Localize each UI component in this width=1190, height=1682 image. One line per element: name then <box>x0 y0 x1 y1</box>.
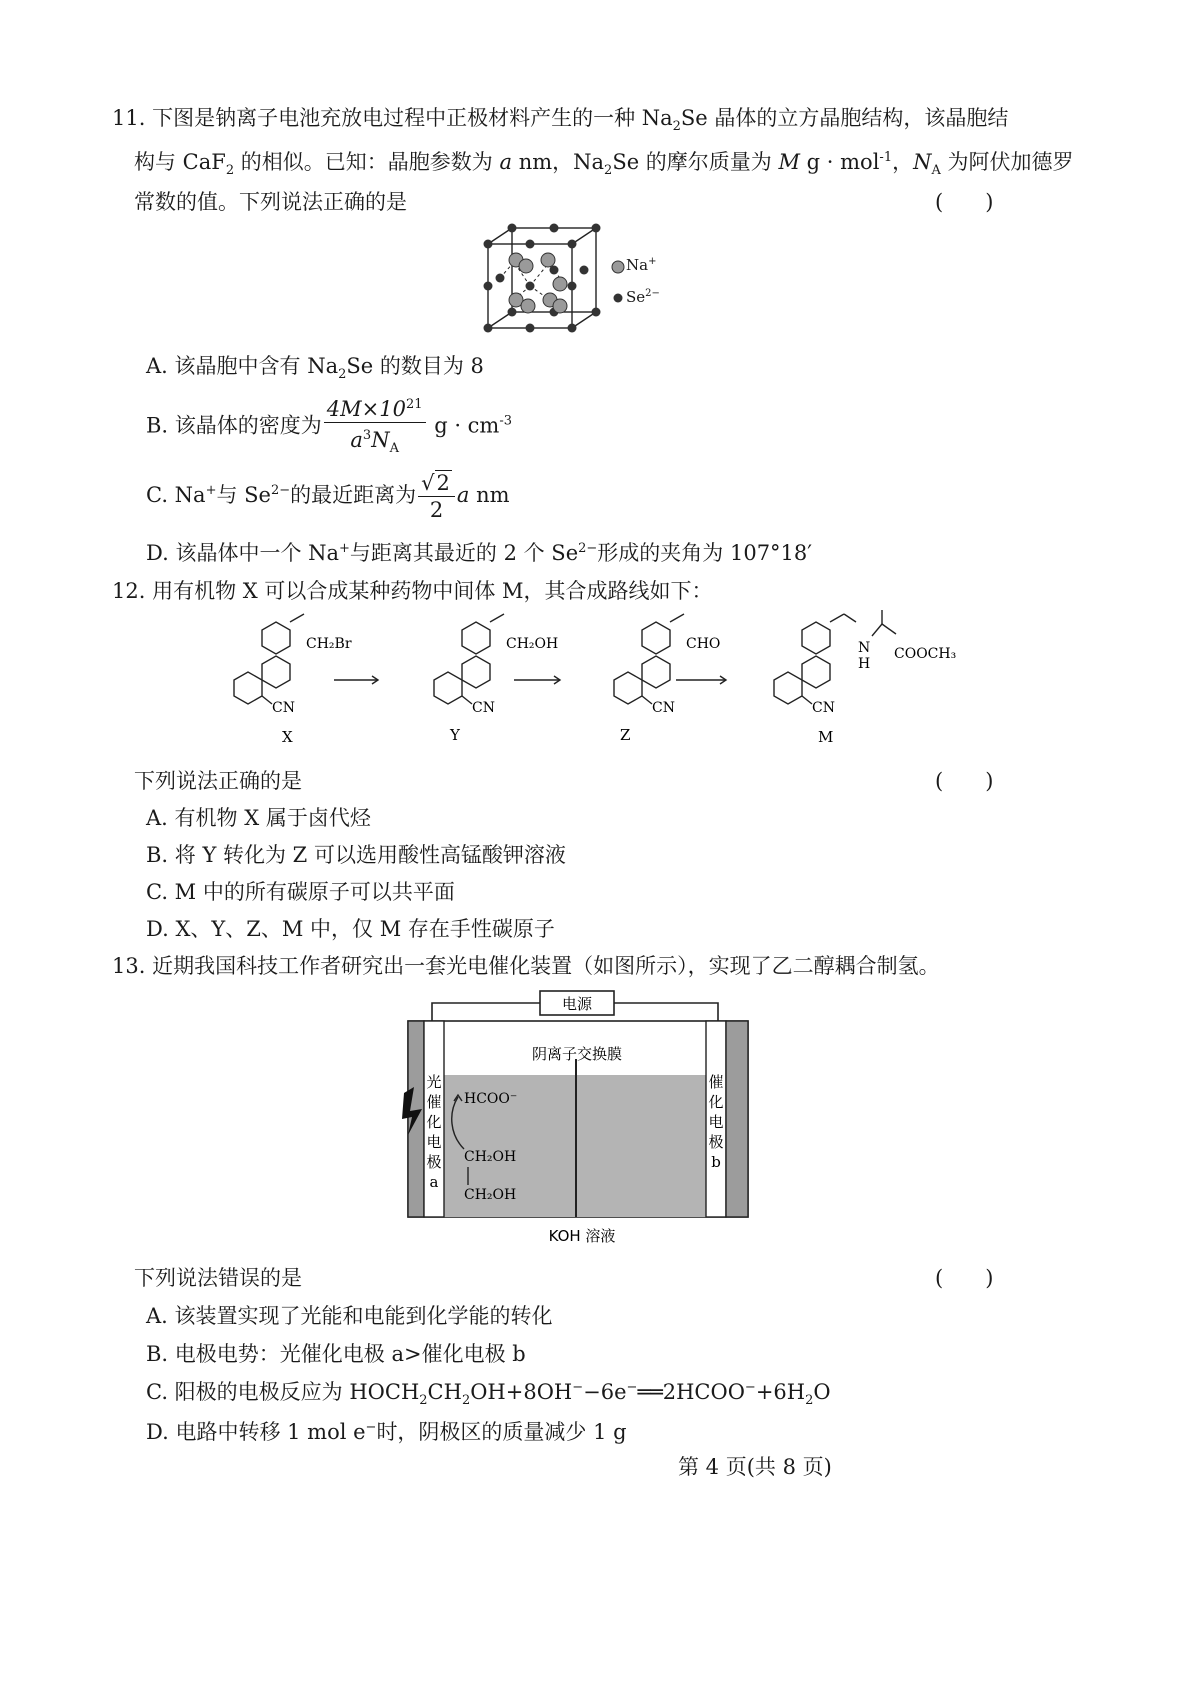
q11-option-c: C. Na+与 $Se^{2-}$的最近距离为 $\frac{√2}{2}$ a nm <box>146 471 510 522</box>
label-z: Z <box>620 726 631 744</box>
q13-option-c: C. 阳极的电极反应为 $HOCH_2CH_2OH+8OH^--6e^-══2HCOO^-+6H_2O$ <box>146 1380 831 1409</box>
synthesis-route-diagram <box>200 610 980 760</box>
q12-answer-paren: ( ) <box>935 769 994 793</box>
q12-option-b: B. 将 Y 转化为 Z 可以选用酸性高锰酸钾溶液 <box>146 843 566 867</box>
y-substituent: CH₂OH <box>506 636 559 652</box>
q11-stem-line1: 11. 下图是钠离子电池充放电过程中正极材料产生的一种 $Na_2Se$ 晶体的立方晶胞结构，该晶胞结 <box>112 106 1009 135</box>
q12-prompt: 下列说法正确的是 <box>134 769 302 793</box>
hcoo-label: HCOO⁻ <box>464 1091 518 1107</box>
photoelectrocatalysis-device-diagram <box>400 985 760 1247</box>
x-cn: CN <box>272 700 295 716</box>
ch2oh-bottom-label: CH₂OH <box>464 1187 517 1203</box>
q11-option-b: B. 该晶体的密度为 $\frac{4M\times 10^{21}}{a^3N_A}$ $g \cdot cm^{-3}$ <box>146 392 512 462</box>
membrane-label: 阴离子交换膜 <box>531 1045 623 1063</box>
svg-text:极: 极 <box>426 1153 442 1171</box>
page-footer: 第 4 页(共 8 页) <box>678 1455 832 1479</box>
q12-option-a: A. 有机物 X 属于卤代烃 <box>146 806 371 830</box>
label-x: X <box>282 728 293 746</box>
q13-stem: 13. 近期我国科技工作者研究出一套光电催化装置（如图所示），实现了乙二醇耦合制氢。 <box>112 954 940 978</box>
legend-se-label: $Se^{2-}$ <box>626 288 660 306</box>
label-m: M <box>818 728 834 746</box>
legend-na-label: Na+ <box>626 256 657 274</box>
m-hydrogen: H <box>858 656 871 672</box>
svg-text:a: a <box>429 1173 439 1191</box>
m-nitrogen: N <box>858 640 871 656</box>
q13-option-b: B. 电极电势：光催化电极 a>催化电极 b <box>146 1342 526 1366</box>
q12-option-d: D. X、Y、Z、M 中，仅 M 存在手性碳原子 <box>146 917 555 941</box>
q11-answer-paren: ( ) <box>935 190 994 214</box>
svg-text:化: 化 <box>708 1093 724 1111</box>
z-cn: CN <box>652 700 675 716</box>
ch2oh-top-label: CH₂OH <box>464 1149 517 1165</box>
m-cn: CN <box>812 700 835 716</box>
svg-text:极: 极 <box>708 1133 724 1151</box>
q13-answer-paren: ( ) <box>935 1266 994 1290</box>
q13-prompt: 下列说法错误的是 <box>134 1266 302 1290</box>
koh-label: KOH 溶液 <box>548 1227 616 1245</box>
q12-option-c: C. M 中的所有碳原子可以共平面 <box>146 880 455 904</box>
m-ester: COOCH₃ <box>894 646 957 662</box>
q11-option-a: A. 该晶胞中含有 $Na_2Se$ 的数目为 8 <box>146 354 484 383</box>
svg-text:光: 光 <box>426 1073 442 1091</box>
power-source-label: 电源 <box>561 995 593 1013</box>
y-cn: CN <box>472 700 495 716</box>
x-substituent: CH₂Br <box>306 636 352 652</box>
svg-text:催: 催 <box>708 1073 724 1091</box>
svg-text:b: b <box>711 1153 721 1171</box>
label-y: Y <box>450 726 460 744</box>
q13-option-d: D. 电路中转移 1 mol e−时，阴极区的质量减少 1 g <box>146 1420 627 1444</box>
svg-text:电: 电 <box>708 1113 724 1131</box>
q11-stem-line3: 常数的值。下列说法正确的是 <box>134 190 407 214</box>
z-substituent: CHO <box>686 636 721 652</box>
q12-stem: 12. 用有机物 X 可以合成某种药物中间体 M，其合成路线如下： <box>112 579 713 603</box>
q11-stem-line2: 构与 CaF$_2$ 的相似。已知：晶胞参数为 a nm，$Na_2Se$ 的摩尔质量为 M g · mol$^{-1}$，$N_A$ 为阿伏加德罗 <box>134 150 1074 179</box>
svg-text:化: 化 <box>426 1113 442 1131</box>
q13-option-a: A. 该装置实现了光能和电能到化学能的转化 <box>146 1304 553 1328</box>
crystal-cell-diagram <box>470 222 690 340</box>
svg-text:电: 电 <box>426 1133 442 1151</box>
q11-option-d: D. 该晶体中一个 Na+与距离其最近的 2 个 $Se^{2-}$形成的夹角为 107°18′ <box>146 541 813 565</box>
svg-text:催: 催 <box>426 1093 442 1111</box>
